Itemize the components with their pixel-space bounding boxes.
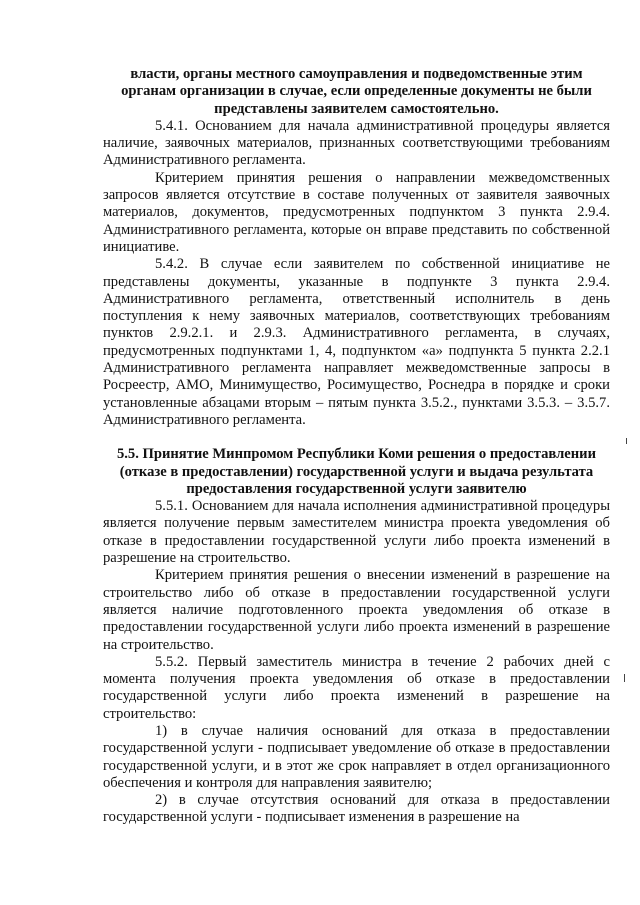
scan-mark	[624, 674, 625, 682]
paragraph-5-4-1-criterion: Критерием принятия решения о направлении межведомственных запросов является отсутствие в составе полученных от заявителя заявочных материалов, документов, предусмотренных подпунктом 3 пункта 2.9.4. Административного регламента, которые он вправе представить по собственной инициативе.	[103, 169, 610, 255]
paragraph-5-4-2: 5.4.2. В случае если заявителем по собственной инициативе не представлены документы, указанные в подпункте 3 пункта 2.9.4. Административного регламента, ответственный исполнитель в день поступления к нему заявочных материалов, соответствующих требованиям пунктов 2.9.2.1. и 2.9.3. Административного регламента, в случаях, предусмотренных подпунктами 1, 4, подпунктом «а» подпункта 5 пункта 2.2.1 Административного регламента направляет межведомственные запросы в Росреестр, АМО, Минимущество, Росимущество, Роснедра в порядке и сроки установленные абзацами вторым – пятым пункта 3.5.2., пунктами 3.5.3. – 3.5.7. Административного регламента.	[103, 256, 610, 428]
document-page	[103, 66, 610, 827]
section-heading-continuation: власти, органы местного самоуправления и подведомственные этим органам организации в случае, если определенные документы не были представлены заявителем самостоятельно.	[121, 66, 592, 117]
paragraph-5-5-2-item-1: 1) в случае наличия оснований для отказа в предоставлении государственной услуги - подписывает уведомление об отказе в предоставлении государственной услуги, и в этот же срок направляет в отдел организационного обеспечения и контроля для направления заявителю;	[103, 722, 610, 791]
paragraph-5-5-2: 5.5.2. Первый заместитель министра в течение 2 рабочих дней с момента получения проекта уведомления об отказе в предоставлении государственной услуги либо проекта изменений в разрешение на строительство:	[103, 653, 610, 722]
section-5-5-heading: 5.5. Принятие Минпромом Республики Коми решения о предоставлении (отказе в предоставлении) государственной услуги и выдача результата предоставления государственной услуги заявителю	[116, 446, 597, 497]
paragraph-5-5-2-item-2: 2) в случае отсутствия оснований для отказа в предоставлении государственной услуги - подписывает изменения в разрешение на	[103, 792, 610, 826]
scan-mark	[626, 438, 627, 444]
paragraph-5-4-1: 5.4.1. Основанием для начала административной процедуры является наличие, заявочных материалов, признанных соответствующими требованиям Административного регламента.	[103, 117, 610, 169]
section-spacer	[103, 429, 610, 446]
paragraph-5-5-1: 5.5.1. Основанием для начала исполнения административной процедуры является получение первым заместителем министра проекта уведомления об отказе в предоставлении государственной услуги либо проекта изменений в разрешение на строительство.	[103, 498, 610, 567]
paragraph-5-5-1-criterion: Критерием принятия решения о внесении изменений в разрешение на строительство либо об отказе в предоставлении государственной услуги является наличие подготовленного проекта уведомления об отказе в предоставлении государственной услуги либо проекта изменений в разрешение на строительство.	[103, 567, 610, 653]
